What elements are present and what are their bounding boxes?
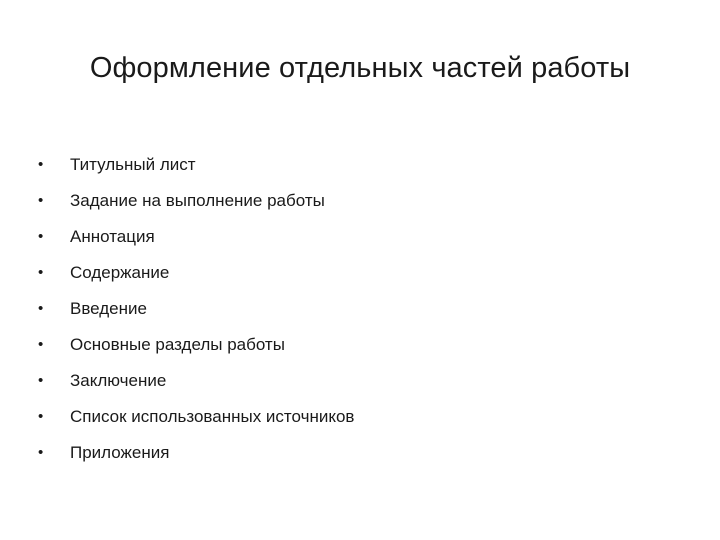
bullet-icon: • xyxy=(38,372,44,389)
list-item-label: Задание на выполнение работы xyxy=(70,191,325,210)
list-item-assignment xyxy=(38,183,354,219)
bullet-icon: • xyxy=(38,300,44,317)
list-item-appendices xyxy=(38,435,354,471)
slide-title: Оформление отдельных частей работы xyxy=(89,52,631,84)
list-item-label: Титульный лист xyxy=(70,155,196,174)
list-item-conclusion xyxy=(38,363,354,399)
bullet-icon: • xyxy=(38,192,44,209)
bullet-icon: • xyxy=(38,336,44,353)
list-item-label: Аннотация xyxy=(70,227,155,246)
bullet-list xyxy=(38,147,354,471)
list-item-label: Заключение xyxy=(70,371,167,390)
list-item-label: Приложения xyxy=(70,443,170,462)
list-item-label: Содержание xyxy=(70,263,170,282)
bullet-icon: • xyxy=(38,228,44,245)
list-item-contents xyxy=(38,255,354,291)
list-item-title-page xyxy=(38,147,354,183)
bullet-icon: • xyxy=(38,408,44,425)
list-item-introduction xyxy=(38,291,354,327)
bullet-icon: • xyxy=(38,444,44,461)
list-item-main-sections xyxy=(38,327,354,363)
list-item-label: Список использованных источников xyxy=(70,407,355,426)
bullet-icon: • xyxy=(38,156,44,173)
bullet-icon: • xyxy=(38,264,44,281)
list-item-label: Введение xyxy=(70,299,147,318)
list-item-abstract xyxy=(38,219,354,255)
list-item-label: Основные разделы работы xyxy=(70,335,285,354)
list-item-references xyxy=(38,399,354,435)
